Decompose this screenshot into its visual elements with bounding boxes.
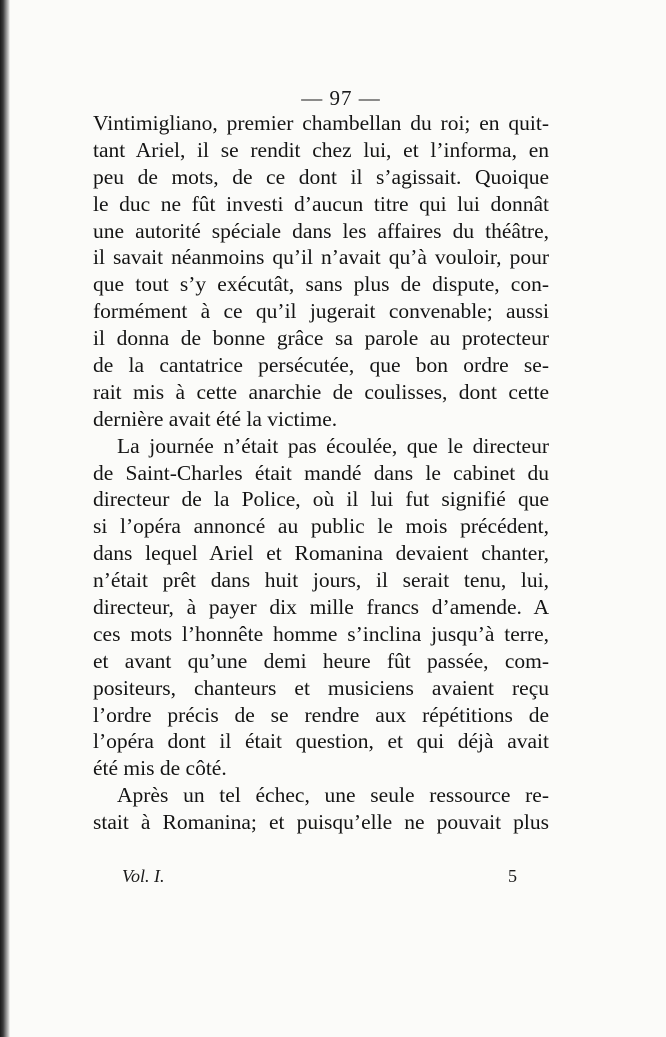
text-line: directeur de la Police, où il lui fut signifié que <box>93 487 549 512</box>
text-line: positeurs, chanteurs et musiciens avaient reçu <box>93 675 549 700</box>
text-line: de Saint-Charles était mandé dans le cabinet du <box>93 460 549 485</box>
paragraph-start-line: Après un tel échec, une seule ressource re- <box>117 783 549 808</box>
text-line: et avant qu’une demi heure fût passée, com- <box>93 648 549 673</box>
text-line: il savait néanmoins qu’il n’avait qu’à vouloir, pour <box>93 245 549 270</box>
text-line: n’était prêt dans huit jours, il serait tenu, lui, <box>93 568 549 593</box>
text-line: Vintimigliano, premier chambellan du roi; en quit- <box>93 111 549 135</box>
signature-mark: 5 <box>508 866 517 886</box>
text-line: tant Ariel, il se rendit chez lui, et l’informa, en <box>93 137 549 162</box>
body-text <box>93 110 549 836</box>
page-binding-edge <box>0 0 10 1037</box>
text-line: formément à ce qu’il jugerait convenable; aussi <box>93 299 549 324</box>
page-footer <box>122 866 517 894</box>
text-line: peu de mots, de ce dont il s’agissait. Quoique <box>93 164 549 189</box>
text-line: rait mis à cette anarchie de coulisses, dont cette <box>93 379 549 404</box>
text-line: que tout s’y exécutât, sans plus de dispute, con- <box>93 272 549 297</box>
text-line: été mis de côté. <box>93 756 227 781</box>
text-line: de la cantatrice persécutée, que bon ordre se- <box>93 353 549 378</box>
text-line: le duc ne fût investi d’aucun titre qui lui donnât <box>93 191 549 216</box>
volume-label: Vol. I. <box>122 866 165 886</box>
page-number: — 97 — <box>301 86 381 110</box>
text-line: directeur, à payer dix mille francs d’amende. A <box>93 595 549 620</box>
text-line: si l’opéra annoncé au public le mois précédent, <box>93 514 549 539</box>
paragraph-start-line: La journée n’était pas écoulée, que le directeur <box>117 433 549 458</box>
text-line: il donna de bonne grâce sa parole au protecteur <box>93 326 549 351</box>
text-line: dernière avait été la victime. <box>93 406 338 431</box>
text-line: l’ordre précis de se rendre aux répétitions de <box>93 702 549 727</box>
text-line: stait à Romanina; et puisqu’elle ne pouvait plus <box>93 810 549 835</box>
text-line: dans lequel Ariel et Romanina devaient chanter, <box>93 541 549 566</box>
text-line: ces mots l’honnête homme s’inclina jusqu’à terre, <box>93 621 549 646</box>
text-line: l’opéra dont il était question, et qui déjà avait <box>93 729 549 754</box>
text-line: une autorité spéciale dans les affaires du théâtre, <box>93 218 549 243</box>
